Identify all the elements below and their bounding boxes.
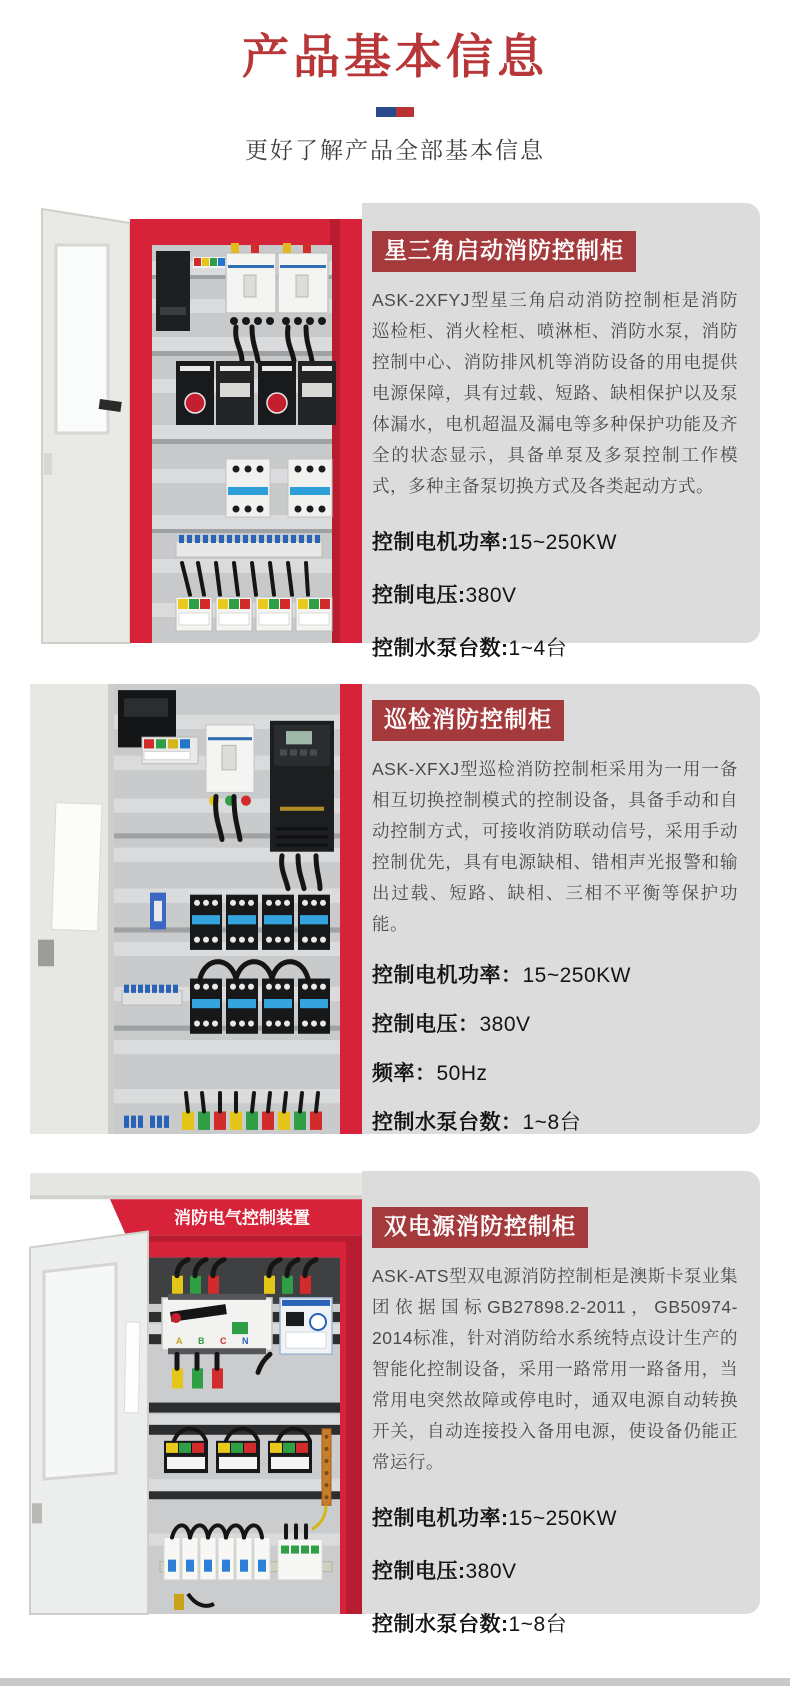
product-description: ASK-ATS型双电源消防控制柜是澳斯卡泵业集团依据国标GB27898.2-2011，GB50974-2014标准，针对消防给水系统特点设计生产的智能化控制设备，采用一路常用一路备用，当常用电突然故障或停电时，通双电源自动转换开关，自动连接投入备用电源，使设备仍能正常运行。 bbox=[372, 1265, 738, 1473]
spec-frequency: 频率：50Hz bbox=[372, 1062, 488, 1086]
page-title: 产品基本信息 bbox=[242, 30, 548, 83]
spec-pump-count: 控制水泵台数:1~8台 bbox=[372, 1612, 568, 1636]
product-card-inspection bbox=[30, 684, 760, 1134]
cabinet-door bbox=[30, 1231, 148, 1614]
product-description: ASK-2XFYJ型星三角启动消防控制柜是消防巡检柜、消火栓柜、喷淋柜、消防水泵，消防控制中心、消防排风机等消防设备的用电提供电源保障，具有过载、短路、缺相保护以及泵体漏水，电机超温及漏电等多种保护功能及齐全的状态显示，具备单泵及多泵控制工作模式，多种主备泵切换方式及各类起动方式。 bbox=[372, 289, 738, 497]
page-header bbox=[0, 0, 790, 203]
dual-power-cabinet-illustration bbox=[30, 1171, 362, 1614]
ats-controller bbox=[280, 1298, 332, 1354]
spec-voltage: 控制电压:380V bbox=[372, 583, 517, 607]
product-info-dual-power bbox=[362, 1171, 760, 1636]
svg-text:N: N bbox=[242, 1336, 249, 1347]
product-card-dual-power bbox=[30, 1171, 760, 1636]
spec-voltage: 控制电压:380V bbox=[372, 1559, 517, 1583]
cabinet-banner-text: 消防电气控制装置 bbox=[174, 1208, 310, 1228]
section-title-badge: 巡检消防控制柜 bbox=[372, 700, 564, 741]
product-photo-inspection bbox=[30, 684, 362, 1134]
spec-motor-power: 控制电机功率:15~250KW bbox=[372, 530, 617, 554]
section-title-badge: 星三角启动消防控制柜 bbox=[372, 231, 636, 272]
spec-motor-power: 控制电机功率:15~250KW bbox=[372, 1506, 617, 1530]
product-photo-dual-power bbox=[30, 1171, 362, 1614]
phase-terminal-block bbox=[142, 737, 198, 764]
page-subtitle: 更好了解产品全部基本信息 bbox=[245, 137, 545, 164]
cabinet-red-frame bbox=[340, 684, 362, 1134]
divider-blue-half bbox=[376, 107, 396, 117]
surge-protector bbox=[278, 1539, 322, 1579]
power-module bbox=[156, 251, 190, 331]
svg-text:C: C bbox=[220, 1336, 227, 1347]
spec-pump-count: 控制水泵台数:1~4台 bbox=[372, 636, 568, 660]
product-info-inspection bbox=[362, 684, 760, 1134]
product-description: ASK-XFXJ型巡检消防控制柜采用为一用一备相互切换控制模式的控制设备，具备手动和自动控制方式，可接收消防联动信号，采用手动控制优先，具有电源缺相、错相声光报警和输出过载、短路、缺相、三相不平衡等保护功能。 bbox=[372, 758, 738, 935]
terminal-strip bbox=[122, 985, 182, 1005]
svg-text:A: A bbox=[176, 1336, 183, 1347]
phase-label-strip bbox=[193, 257, 227, 268]
svg-text:B: B bbox=[198, 1336, 205, 1347]
cabinet-door bbox=[42, 209, 130, 643]
product-card-star-delta bbox=[30, 203, 760, 660]
ats-switch bbox=[162, 1294, 272, 1354]
product-photo-star-delta bbox=[30, 203, 362, 643]
product-info-star-delta bbox=[362, 203, 760, 660]
star-delta-cabinet-illustration bbox=[30, 203, 362, 643]
divider-pill-icon bbox=[376, 107, 414, 117]
divider-red-half bbox=[396, 107, 414, 117]
spec-pump-count: 控制水泵台数：1~8台 bbox=[372, 1111, 582, 1135]
inspection-cabinet-illustration bbox=[30, 684, 362, 1134]
next-section-strip bbox=[0, 1678, 790, 1686]
spec-motor-power: 控制电机功率：15~250KW bbox=[372, 964, 631, 988]
cabinet-door bbox=[30, 684, 114, 1134]
section-title-badge: 双电源消防控制柜 bbox=[372, 1207, 588, 1248]
vfd-inverter bbox=[270, 721, 334, 852]
spec-voltage: 控制电压：380V bbox=[372, 1013, 531, 1037]
